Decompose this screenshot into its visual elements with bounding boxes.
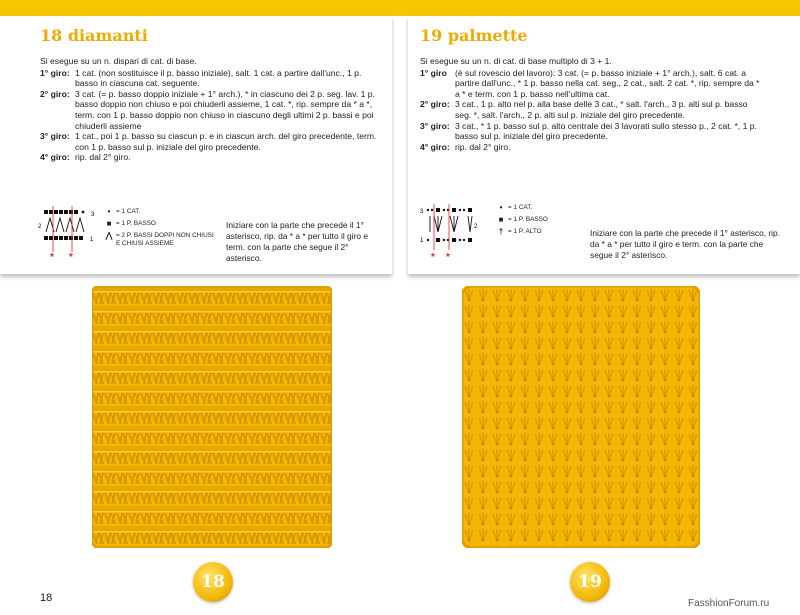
swatch-photo-diamanti: [92, 286, 332, 548]
asterisk-icon: *: [69, 252, 73, 263]
pattern-number-badge: 18: [193, 562, 233, 602]
asterisk-icon: *: [431, 252, 435, 263]
legend-item: [102, 208, 214, 216]
pattern-intro: Si esegue su un n. di cat. di base multiplo di 3 + 1.: [420, 56, 612, 66]
pattern-instructions: [420, 56, 765, 152]
row-label: 3° giro:: [40, 131, 70, 142]
stitch-legend: [494, 204, 574, 240]
row-label: 1° giro: [420, 67, 447, 78]
pattern-title: 19 palmette: [420, 26, 528, 45]
instruction-row: [420, 121, 765, 142]
stitch-diagram: [418, 204, 480, 264]
chain-dot-icon: •: [499, 203, 503, 212]
row-text: 3 cat., * 1 p. basso sul p. alto centrale dei 3 lavorati sullo stesso p., 2 cat. *, 1 p. basso sul p. iniziale del giro precedente.: [455, 120, 757, 142]
row-text: 3 cat., 1 p. alto nel p. alla base delle 3 cat., * salt. l'arch., 3 p. alti sul p. basso seg. *, salt. l'arch., 2 p. alti sul p. iniziale del giro precedente.: [455, 99, 748, 120]
row-text: (è sul rovescio del lavoro): 3 cat. (= p. basso iniziale + 1° arch.), salt. 6 cat. a partire dall'unc., * 1 p. basso nella cat. seg., 2 cat., salt. 2 cat. *, rip. sempre da * a * e term. con 1 p. basso nell'ultima cat.: [455, 67, 760, 99]
row-text: 3 cat. (= p. basso doppio iniziale + 1° arch.), * in ciascuno dei 2 p. seg. lav. 1 p. basso doppio non chiuso e poi chiuderli assieme, 1 cat. *, rip. sempre da * a *, term. con 1 p. basso doppio non chiuso in ciascuno degli ultimi 2 p. bassi e poi chiuderli assieme: [75, 88, 375, 131]
legend-item: [102, 220, 214, 228]
row-2-fans: [430, 216, 472, 232]
legend-text: = 2 P. BASSI DOPPI NON CHIUSI E CHIUSI ASSIEME: [116, 232, 214, 247]
row-text: 1 cat., poi 1 p. basso su ciascun p. e in ciascun arch. del giro precedente, term. con 1 p. basso sul p. iniziale del giro precedente.: [75, 131, 377, 152]
row-text: rip. dal 2° giro.: [455, 141, 511, 152]
pattern-intro: Si esegue su un n. dispari di cat. di base.: [40, 56, 197, 66]
row-text: rip. dal 2° giro.: [75, 152, 131, 163]
asterisk-icon: *: [50, 252, 54, 263]
instruction-row: [40, 152, 385, 163]
row-label: 3° giro:: [420, 120, 450, 131]
legend-text: = 1 CAT.: [116, 208, 141, 215]
diagram-row-number: 3: [91, 212, 95, 218]
wedge-icon: ⋀: [105, 231, 113, 240]
row-1-stitches: [44, 236, 83, 240]
repeat-note: Iniziare con la parte che precede il 1° asterisco, rip. da * a * per tutto il giro e term. con la parte che segue il 2° asterisco.: [590, 228, 781, 260]
pattern-instructions: [40, 56, 385, 163]
pattern-title: 18 diamanti: [40, 26, 148, 45]
diagram-row-number: 3: [420, 209, 424, 215]
pattern-card-diamanti: [0, 16, 392, 274]
stitch-diagram: [36, 206, 96, 266]
top-accent-bar: [0, 0, 800, 16]
legend-item: [102, 232, 214, 248]
pattern-card-palmette: [408, 16, 800, 274]
row-label: 1° giro:: [40, 67, 70, 78]
diagram-row-number: 1: [90, 237, 94, 243]
row-label: 2° giro:: [420, 99, 450, 110]
dagger-icon: †: [498, 227, 504, 236]
asterisk-icon: *: [446, 252, 450, 263]
legend-item: [494, 228, 574, 236]
legend-item: [494, 216, 574, 224]
diagram-row-number: 2: [474, 224, 478, 230]
legend-text: = 1 CAT.: [508, 204, 533, 211]
pattern-number-badge: 19: [570, 562, 610, 602]
diagram-row-number: 2: [38, 224, 42, 230]
legend-text: = 1 P. ALTO: [508, 228, 542, 235]
row-2-wedges: [46, 218, 84, 232]
row-3-stitches: [44, 210, 84, 214]
swatch-photo-palmette: [462, 286, 700, 548]
instruction-row: [40, 131, 385, 152]
stitch-legend: [102, 208, 214, 252]
watermark: FasshionForum.ru: [688, 598, 770, 609]
instruction-row: [420, 99, 765, 120]
row-label: 4° giro:: [420, 141, 450, 152]
row-text: 1 cat. (non sostituisce il p. basso iniziale), salt. 1 cat. a partire dall'unc., 1 p. basso in ciascuna cat. seguente.: [75, 67, 362, 89]
page-number: 18: [40, 592, 53, 604]
square-icon: ■: [106, 219, 112, 228]
row-label: 4° giro:: [40, 152, 70, 163]
instruction-row: [420, 142, 765, 153]
row-label: 2° giro:: [40, 88, 70, 99]
instruction-row: [40, 68, 385, 89]
legend-item: [494, 204, 574, 212]
legend-text: = 1 P. BASSO: [508, 216, 548, 223]
chain-dot-icon: •: [107, 207, 111, 216]
diagram-row-number: 1: [420, 238, 424, 244]
square-icon: ■: [498, 215, 504, 224]
instruction-row: [40, 89, 385, 131]
instruction-row: [420, 68, 765, 100]
repeat-note: Iniziare con la parte che precede il 1° asterisco, rip. da * a * per tutto il giro e term. con la parte che segue il 2° asterisco.: [226, 220, 368, 263]
legend-text: = 1 P. BASSO: [116, 220, 156, 227]
